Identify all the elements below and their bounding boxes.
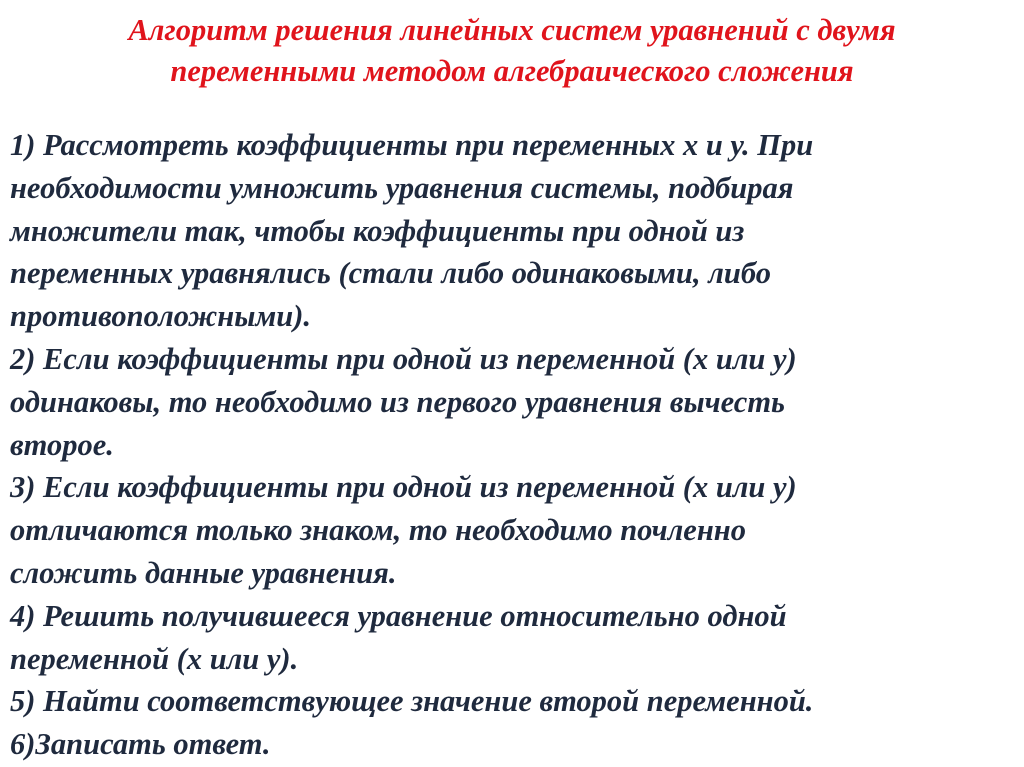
step-4 (10, 595, 1020, 681)
algorithm-steps (10, 124, 1020, 766)
step-2 (10, 338, 1020, 466)
step-line: 5) Найти соответствующее значение второй переменной. (10, 684, 814, 719)
step-6 (10, 723, 1020, 766)
step-line: множители так, чтобы коэффициенты при одной из (10, 213, 745, 248)
step-line: 3) Если коэффициенты при одной из переменной (х или у) (10, 470, 797, 505)
step-3 (10, 466, 1020, 594)
title-line: Алгоритм решения линейных систем уравнений с двумя (128, 13, 896, 47)
step-line: второе. (10, 427, 114, 462)
step-5 (10, 680, 1020, 723)
step-line: 2) Если коэффициенты при одной из переменной (х или у) (10, 341, 797, 376)
slide-title (20, 10, 1004, 92)
step-line: переменной (х или у). (10, 641, 299, 676)
step-line: сложить данные уравнения. (10, 555, 397, 590)
step-line: одинаковы, то необходимо из первого уравнения вычесть (10, 384, 785, 419)
step-line: переменных уравнялись (стали либо одинаковыми, либо (10, 256, 771, 291)
step-line: противоположными). (10, 299, 311, 334)
step-line: необходимости умножить уравнения системы, подбирая (10, 170, 794, 205)
step-line: 6)Записать ответ. (10, 727, 271, 762)
step-line: 4) Решить получившееся уравнение относительно одной (10, 598, 787, 633)
step-line: 1) Рассмотреть коэффициенты при переменных х и у. При (10, 128, 814, 162)
title-line: переменными методом алгебраического сложения (170, 54, 854, 88)
step-1 (10, 124, 1020, 338)
step-line: отличаются только знаком, то необходимо почленно (10, 513, 746, 548)
